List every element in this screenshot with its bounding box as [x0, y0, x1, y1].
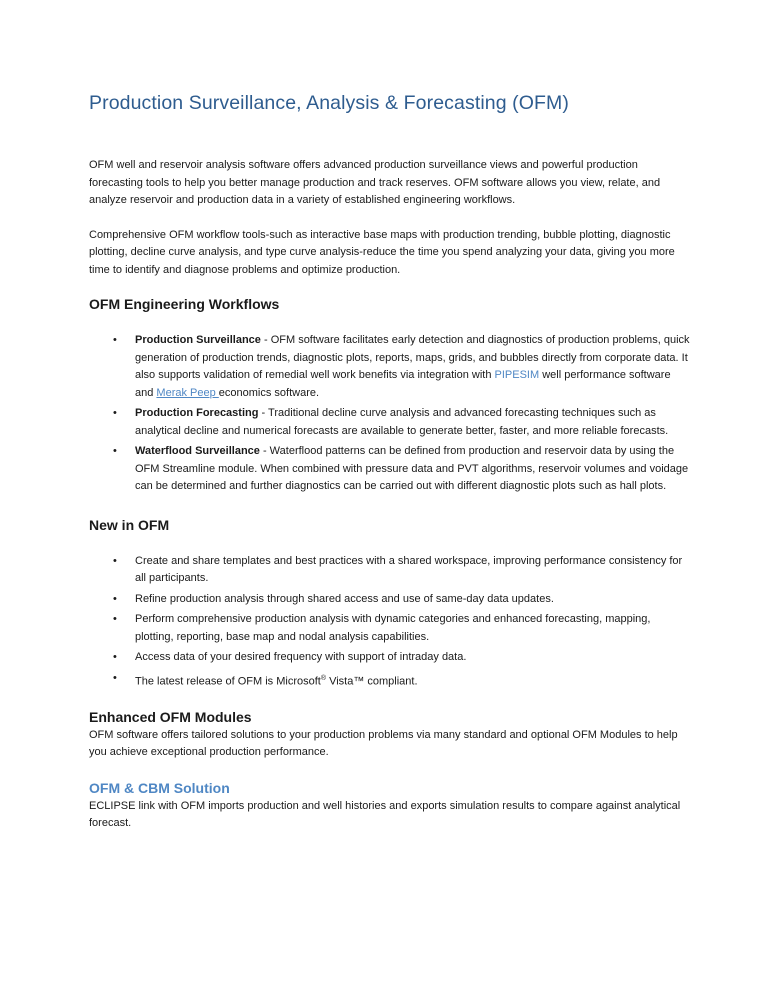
intro-paragraph-2: Comprehensive OFM workflow tools-such as interactive base maps with production trending, bubble plotting, diagnostic plotting, decline curve analysis, and type curve analysis-reduce the time you spend analyzing your data, giving you more time to identify and diagnose problems and optimize production. — [89, 228, 675, 276]
workflow-item-production-surveillance — [89, 332, 690, 402]
registered-mark: ® — [320, 674, 327, 682]
cbm-solution-heading: OFM & CBM Solution — [89, 779, 230, 796]
bullet-icon: • — [113, 554, 117, 567]
cbm-solution-text: ECLIPSE link with OFM imports production and well histories and exports simulation results to compare against analytical forecast. — [89, 799, 681, 830]
enhanced-modules-heading: Enhanced OFM Modules — [89, 708, 252, 725]
new-in-ofm-heading: New in OFM — [89, 516, 170, 533]
workflows-list — [89, 332, 690, 496]
list-item-text: Access data of your desired frequency with support of intraday data. — [135, 651, 467, 663]
workflow-term: Production Surveillance — [135, 334, 261, 346]
list-item-text: Vista™ compliant. — [326, 675, 418, 688]
list-item — [89, 553, 690, 588]
list-item — [89, 670, 690, 691]
merak-peep-link[interactable]: Merak Peep — [156, 386, 219, 399]
workflow-text: well performance software and — [135, 369, 671, 399]
page-title: Production Surveillance, Analysis & Forecasting (OFM) — [89, 92, 569, 114]
intro-paragraph-1: OFM well and reservoir analysis software offers advanced production surveillance views and powerful production forecasting tools to help you better manage production and track reserves. OFM software allows you view, relate, and analyze reservoir and production data in a variety of established engineering workflows. — [89, 159, 661, 206]
list-item-text: The latest release of OFM is Microsoft — [135, 675, 321, 688]
list-item — [89, 649, 690, 667]
list-item — [89, 591, 690, 609]
workflow-term: Production Forecasting — [135, 407, 259, 419]
workflow-item-waterflood-surveillance — [89, 443, 690, 496]
bullet-icon: • — [113, 407, 117, 419]
bullet-icon: • — [113, 334, 117, 346]
bullet-icon: • — [113, 445, 117, 457]
list-item-text: Perform comprehensive production analysis with dynamic categories and enhanced forecasting, mapping, plotting, reporting, base map and nodal analysis capabilities. — [135, 613, 651, 643]
bullet-icon: • — [113, 671, 117, 684]
list-item-text: Create and share templates and best practices with a shared workspace, improving performance consistency for all participants. — [135, 554, 683, 584]
workflow-text: - OFM software facilitates early detection and diagnostics of production problems, quick generation of production trends, diagnostic plots, reports, maps, grids, and bubbles directly from corporate data. It also supports validation of remedial well work benefits via integration with — [135, 334, 690, 381]
pipesim-link[interactable]: PIPESIM — [494, 369, 540, 381]
list-item-text: Refine production analysis through shared access and use of same-day data updates. — [135, 592, 554, 605]
bullet-icon: • — [113, 592, 117, 605]
list-item — [89, 611, 690, 646]
workflow-text: - Waterflood patterns can be defined from production and reservoir data by using the OFM Streamline module. When combined with pressure data and PVT algorithms, reservoir volumes and voidage can be determined and further diagnostics can be carried out with different diagnostic plots such as hall plots. — [135, 445, 689, 492]
workflow-text: - Traditional decline curve analysis and advanced forecasting techniques such as analytical decline and numerical forecasts are available to generate better, faster, and more reliable forecasts. — [135, 407, 669, 437]
new-in-ofm-list — [89, 553, 690, 691]
bullet-icon: • — [113, 613, 117, 625]
workflow-text: economics software. — [218, 386, 320, 399]
workflow-term: Waterflood Surveillance — [135, 445, 260, 457]
workflow-item-production-forecasting — [89, 405, 690, 440]
bullet-icon: • — [113, 651, 117, 663]
enhanced-modules-text: OFM software offers tailored solutions to your production problems via many standard and optional OFM Modules to help you achieve exceptional production performance. — [89, 728, 678, 759]
workflows-heading: OFM Engineering Workflows — [89, 296, 280, 312]
